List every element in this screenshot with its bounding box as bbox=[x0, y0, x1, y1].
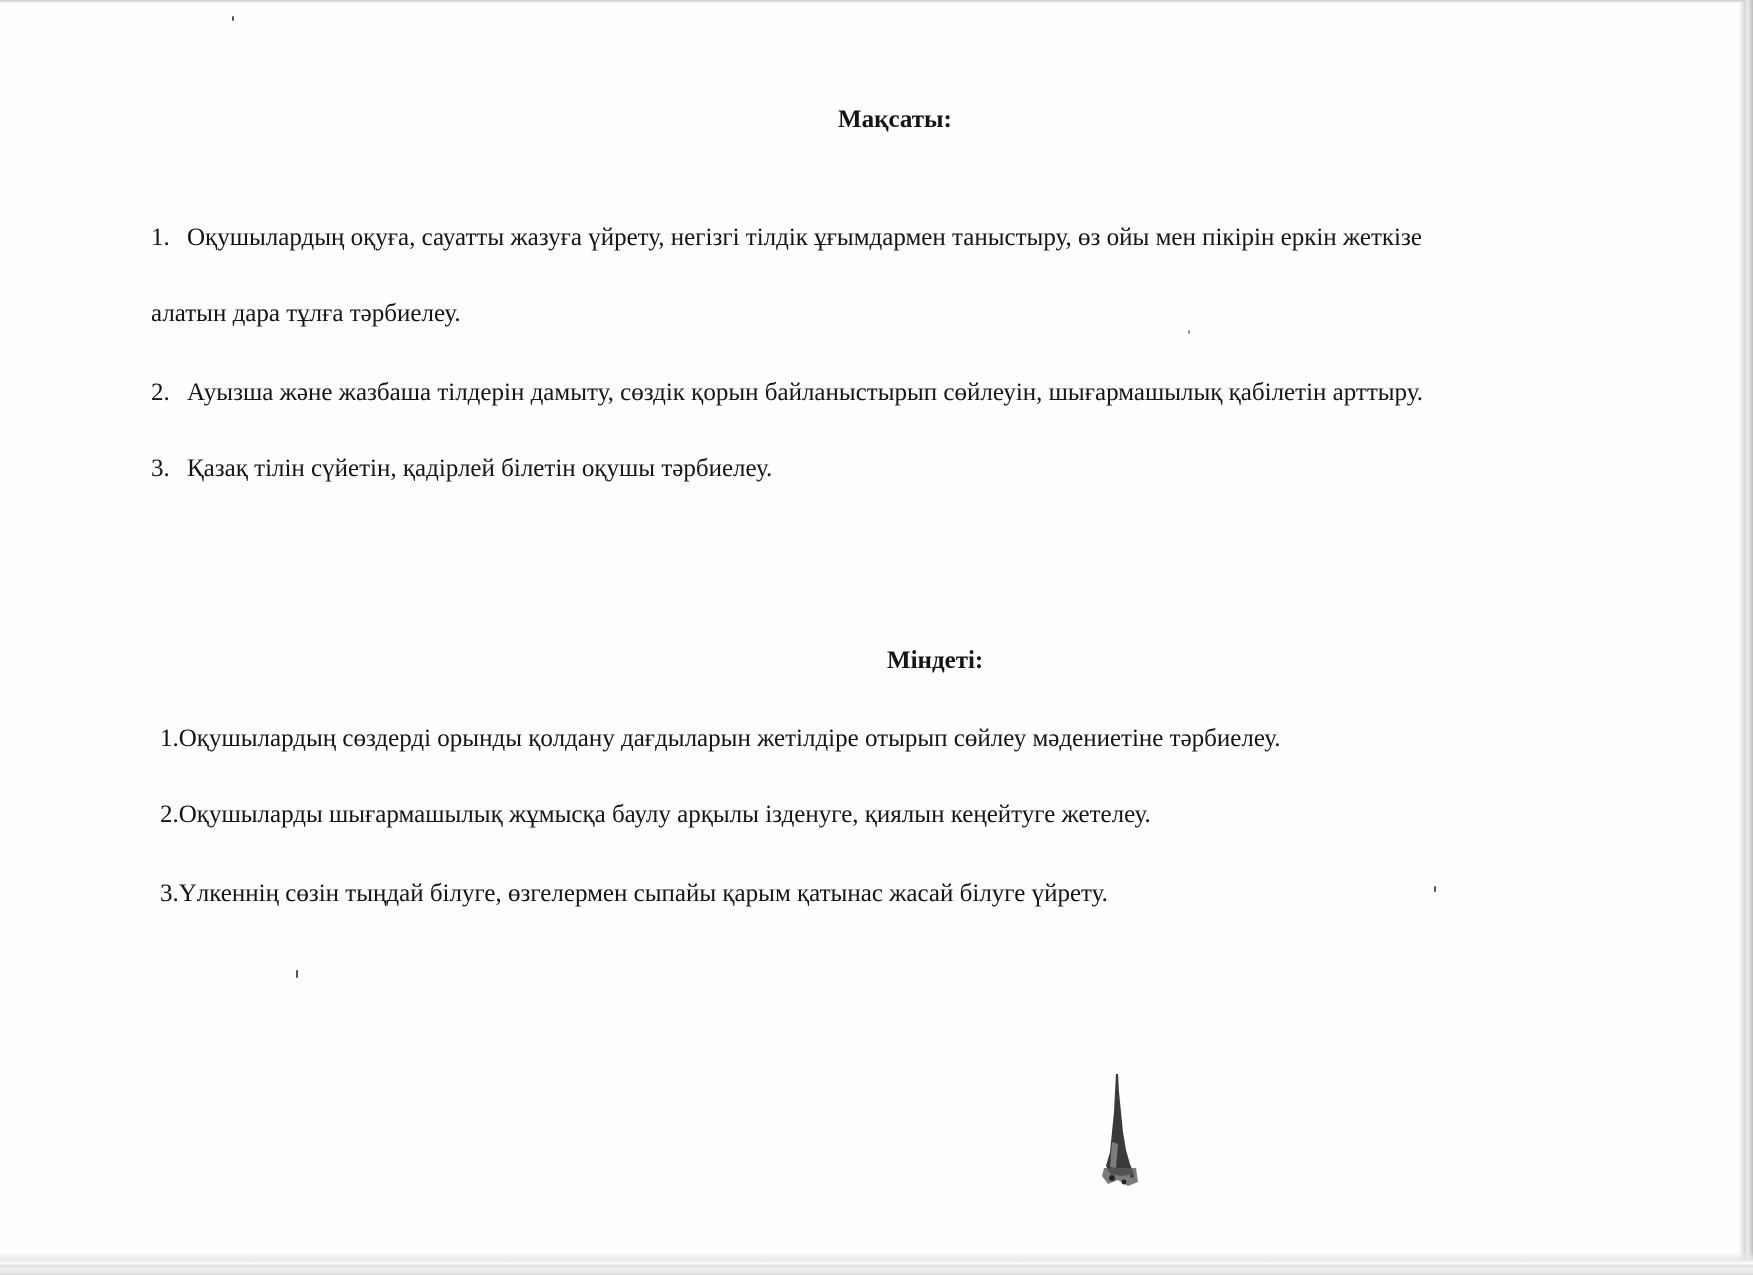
goal-item-1-line-2: алатын дара тұлға тәрбиелеу. bbox=[151, 300, 461, 327]
goal-item-1-number: 1. bbox=[151, 224, 170, 251]
scan-edge-right bbox=[1739, 0, 1753, 1275]
tasks-heading: Міндеті: bbox=[887, 647, 984, 674]
task-item-2: 2.Оқушыларды шығармашылық жұмысқа баулу арқылы ізденуге, қиялын кеңейтуге жетелеу. bbox=[160, 801, 1151, 828]
task-item-1: 1.Оқушылардың сөздерді орынды қолдану дағдыларын жетілдіре отырып сөйлеу мәдениетіне тәрбиелеу. bbox=[160, 725, 1281, 752]
goal-item-3 bbox=[151, 455, 772, 483]
goal-item-3-number: 3. bbox=[151, 455, 170, 482]
scan-speck bbox=[1434, 886, 1436, 892]
goal-item-2 bbox=[151, 379, 1423, 407]
task-item-3: 3.Үлкеннің сөзін тыңдай білуге, өзгелермен сыпайы қарым қатынас жасай білуге үйрету. bbox=[160, 880, 1108, 907]
goal-item-2-number: 2. bbox=[151, 379, 170, 406]
scan-edge-top bbox=[0, 0, 1753, 3]
scan-speck bbox=[1188, 330, 1190, 334]
scan-edge-bottom bbox=[0, 1251, 1753, 1275]
goal-item-3-text: Қазақ тілін сүйетін, қадірлей білетін оқушы тәрбиелеу. bbox=[187, 455, 773, 482]
ink-smudge-mark bbox=[1092, 1072, 1142, 1187]
scan-speck bbox=[296, 970, 298, 978]
goals-heading: Мақсаты: bbox=[838, 106, 952, 133]
goal-item-1-text: Оқушылардың оқуға, сауатты жазуға үйрету, негізгі тілдік ұғымдармен таныстыру, өз ойы мен пікірін еркін жеткізе bbox=[187, 224, 1422, 251]
scan-speck bbox=[232, 16, 234, 21]
goal-item-1-line-1 bbox=[151, 224, 1422, 252]
goal-item-2-text: Ауызша және жазбаша тілдерін дамыту, сөздік қорын байланыстырып сөйлеуін, шығармашылық қабілетін арттыру. bbox=[187, 379, 1423, 406]
